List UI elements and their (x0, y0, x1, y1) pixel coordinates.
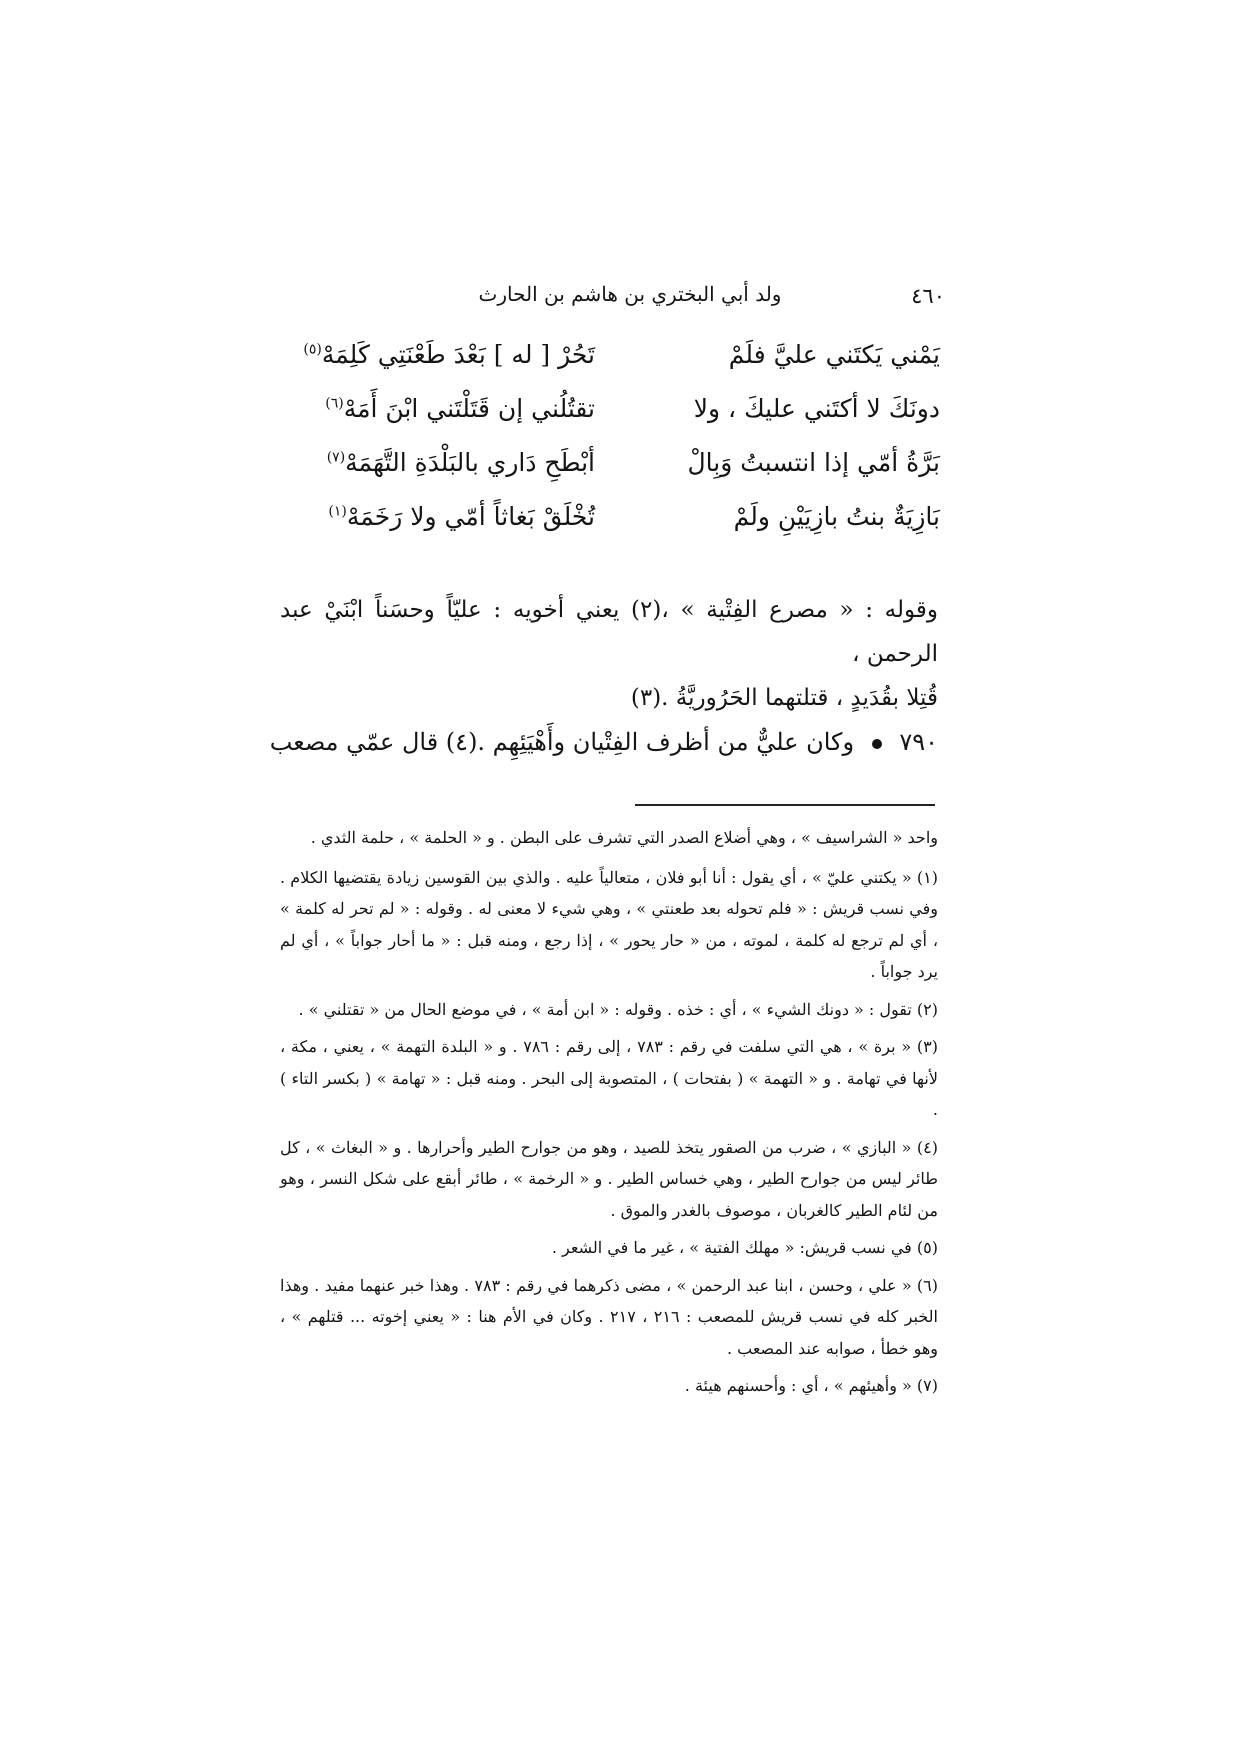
entry-text: وكان عليٌّ من أظرف الفِتْيان وأَهْيَئِهِم .(٤) قال عمّي مصعب (269, 728, 855, 756)
footnote-divider (635, 804, 935, 806)
page-number: ٤٦٠ (911, 284, 945, 308)
poem-verse-4 (300, 502, 940, 556)
verse-second-hemistich: تقتُلُني إن قَتَلْتَني ابْنَ أَمَهْ$^{(٦)}$ (325, 394, 595, 423)
commentary-line: قُتِلا بقُدَيدٍ ، قتلتهما الحَرُوريَّةُ .(٣) (630, 685, 938, 711)
footnote-7: (٧) « وأهيئهم » ، أي : وأحسنهم هيئة . (684, 1376, 938, 1395)
footnotes (280, 822, 938, 1408)
verse-first-hemistich: دونَكَ لا أكتَني عليكَ ، ولا (693, 394, 940, 423)
footnote-6: (٦) « علي ، وحسن ، ابنا عبد الرحمن » ، مضى ذكرهما في رقم : ٧٨٣ . وهذا خبر عنهما مفيد . وهذا الخبر كله في نسب قريش للمصعب : ٢١٦ ، ٢١٧ . وكان في الأم هنا : « يعني إخوته ... قتلهم » ، وهو خطأ ، صوابه عند المصعب . (280, 1275, 939, 1358)
entry-number: ٧٩٠ (899, 728, 938, 756)
footnote-ref: (٦) (325, 395, 344, 412)
verse-first-hemistich: يَمْني يَكتَني عليَّ فلَمْ (728, 340, 940, 369)
footnote-5: (٥) في نسب قريش: « مهلك الفتية » ، غير ما في الشعر . (551, 1238, 938, 1257)
verse-first-hemistich: بَرَّةُ أمّي إذا انتسبتُ وَبِالْ (687, 448, 940, 477)
verse-second-hemistich: تُخْلَقْ بَغاثاً أمّي ولا رَخَمَهْ$^{(١)}$ (328, 502, 595, 531)
footnote-ref: (٧) (326, 449, 346, 466)
commentary-line: وقوله : « مصرع الفِتْية » ،(٢) يعني أخويه : عليّاً وحسَناً ابْنَيْ عبد الرحمن ، (280, 597, 938, 667)
commentary-paragraph (280, 588, 938, 720)
verse-second-hemistich: تَحُرْ [ له ] بَعْدَ طَعْنَتِي كَلِمَهْ$^{(٥)}$ (303, 340, 595, 369)
poem (300, 340, 940, 556)
bullet-icon (872, 739, 882, 749)
footnote-ref: (٥) (303, 341, 322, 358)
verse-first-hemistich: بَازِيَةٌ بنتُ بازِيَيْنِ ولَمْ (733, 502, 940, 531)
poem-verse-3 (300, 448, 940, 502)
poem-verse-2 (300, 394, 940, 448)
verse-second-hemistich: أبْطَحِ دَاري بالبَلْدَةِ التَّهَمَهْ$^{(٧)}$ (326, 448, 595, 477)
numbered-entry (269, 728, 938, 756)
footnote-continuation: واحد « الشراسيف » ، وهي أضلاع الصدر التي تشرف على البطن . و « الحلمة » ، حلمة الثدي . (310, 828, 938, 847)
footnote-ref: (١) (328, 503, 347, 520)
poem-verse-1 (300, 340, 940, 394)
footnote-4: (٤) « البازي » ، ضرب من الصقور يتخذ للصيد ، وهو من جوارح الطير وأحرارها . و « البغاث » ، كل طائر ليس من جوارح الطير ، وهي خساس الطير . و « الرخمة » ، طائر أبقع على شكل النسر ، وهو من لئام الطير كالغربان ، موصوف بالغدر والموق . (280, 1137, 938, 1220)
running-header-title: ولد أبي البختري بن هاشم بن الحارث (478, 282, 782, 306)
footnote-1: (١) « يكتني عليّ » ، أي يقول : أنا أبو فلان ، متعالياً عليه . والذي بين القوسين زيادة يقتضيها الكلام . وفي نسب قريش : « فلم تحوله بعد طعنتي » ، وهي شيء لا معنى له . وقوله : « لم تحر له كلمة » ، أي لم ترجع له كلمة ، لموته ، من « حار يحور » ، إذا رجع ، ومنه قبل : « ما أحار جواباً » ، أي لم يرد جواباً . (280, 867, 938, 981)
footnote-2: (٢) تقول : « دونك الشيء » ، أي : خذه . وقوله : « ابن أمة » ، في موضع الحال من « تقتلني » . (298, 999, 938, 1019)
footnote-3: (٣) « برة » ، هي التي سلفت في رقم : ٧٨٣ ، إلى رقم : ٧٨٦ . و « البلدة التهمة » ، يعني ، مكة ، لأنها في تهامة . و « التهمة » ( بفتحات ) ، المتصوبة إلى البحر . ومنه قبل : « تهامة » ( بكسر التاء ) . (280, 1037, 939, 1119)
